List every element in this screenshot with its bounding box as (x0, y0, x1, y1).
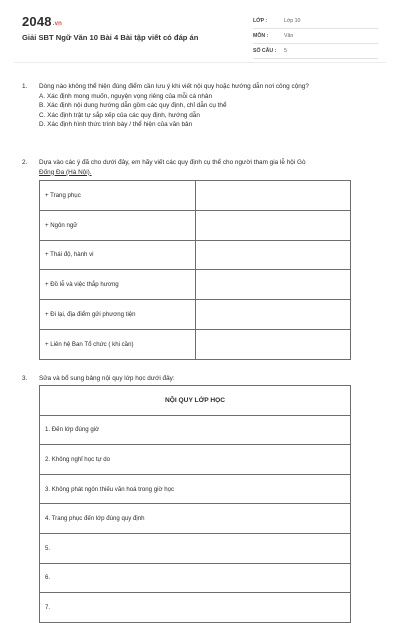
document-title: Giải SBT Ngữ Văn 10 Bài 4 Bài tập viết có đáp án (22, 33, 199, 42)
table-row (40, 240, 351, 270)
option-d: D. Xác định hình thức trình bày / thể hiện của văn bản (39, 121, 193, 129)
table-row (40, 533, 351, 563)
meta-subject (253, 29, 378, 44)
table-row (40, 210, 351, 240)
meta-subject-value: Văn (284, 33, 294, 39)
header-divider (14, 62, 386, 63)
question-text-line-2: Đống Đa (Hà Nội). (39, 168, 92, 176)
answer-cell[interactable] (196, 240, 351, 270)
table-cell: 4. Trang phục đến lớp đúng quy định (40, 504, 351, 534)
meta-count-value: 5 (284, 48, 287, 54)
question-number: 3. (22, 375, 28, 382)
question-number: 2. (22, 159, 28, 166)
question-text-line-1: Dựa vào các ý đã cho dưới đây, em hãy viết các quy định cụ thể cho người tham gia lễ hội Gò (39, 159, 306, 166)
table-cell: 2. Không nghỉ học tự do (40, 445, 351, 475)
table-cell[interactable]: 6. (40, 563, 351, 593)
answer-cell[interactable] (196, 181, 351, 211)
table-cell: + Liên hệ Ban Tổ chức ( khi cần) (40, 329, 196, 359)
table-title: NỘI QUY LỚP HỌC (40, 386, 351, 416)
table-row (40, 504, 351, 534)
meta-class-label: LỚP : (253, 18, 268, 24)
question-text: Dòng nào không thể hiện đúng điểm cần lưu ý khi viết nội quy hoặc hướng dẫn nơi công cộng? (39, 83, 309, 90)
meta-question-count (253, 44, 378, 59)
logo-domain: .vn (52, 21, 63, 27)
table-row (40, 445, 351, 475)
answer-cell[interactable] (196, 210, 351, 240)
table-row (40, 415, 351, 445)
table-cell[interactable]: 7. (40, 593, 351, 623)
table-cell: + Thái độ, hành vi (40, 240, 196, 270)
option-b: B. Xác định nội dung hướng dẫn gồm các quy định, chỉ dẫn cụ thể (39, 102, 227, 110)
table-row (40, 270, 351, 300)
logo-text: 2048 (22, 14, 52, 29)
page-header (0, 0, 400, 80)
table-cell: + Trang phục (40, 181, 196, 211)
meta-class (253, 14, 378, 29)
table-cell: 1. Đến lớp đúng giờ (40, 415, 351, 445)
table-cell: + Ngôn ngữ (40, 210, 196, 240)
meta-class-value: Lớp 10 (284, 18, 301, 24)
question-text: Sửa và bổ sung bảng nội quy lớp học dưới đây: (39, 375, 175, 382)
table-cell: + Đồ lễ và việc thắp hương (40, 270, 196, 300)
table-row (40, 329, 351, 359)
table-row (40, 181, 351, 211)
table-row (40, 593, 351, 623)
question-number: 1. (22, 83, 28, 90)
table-cell[interactable]: 5. (40, 533, 351, 563)
festival-rules-table (39, 180, 351, 360)
meta-subject-label: MÔN : (253, 33, 269, 39)
answer-cell[interactable] (196, 300, 351, 330)
table-header-row (40, 386, 351, 416)
option-c: C. Xác định trật tự sắp xếp của các quy định, hướng dẫn (39, 111, 200, 119)
table-cell: + Đi lại, địa điểm gửi phương tiện (40, 300, 196, 330)
answer-cell[interactable] (196, 329, 351, 359)
table-cell: 3. Không phát ngôn thiếu văn hoá trong giờ học (40, 474, 351, 504)
class-rules-table (39, 385, 351, 623)
option-a: A. Xác định mong muốn, nguyện vọng riêng của mỗi cá nhân (39, 92, 213, 100)
table-row (40, 563, 351, 593)
table-row (40, 300, 351, 330)
site-logo[interactable] (22, 14, 62, 29)
answer-cell[interactable] (196, 270, 351, 300)
table-row (40, 474, 351, 504)
meta-count-label: SỐ CÂU : (253, 48, 277, 54)
